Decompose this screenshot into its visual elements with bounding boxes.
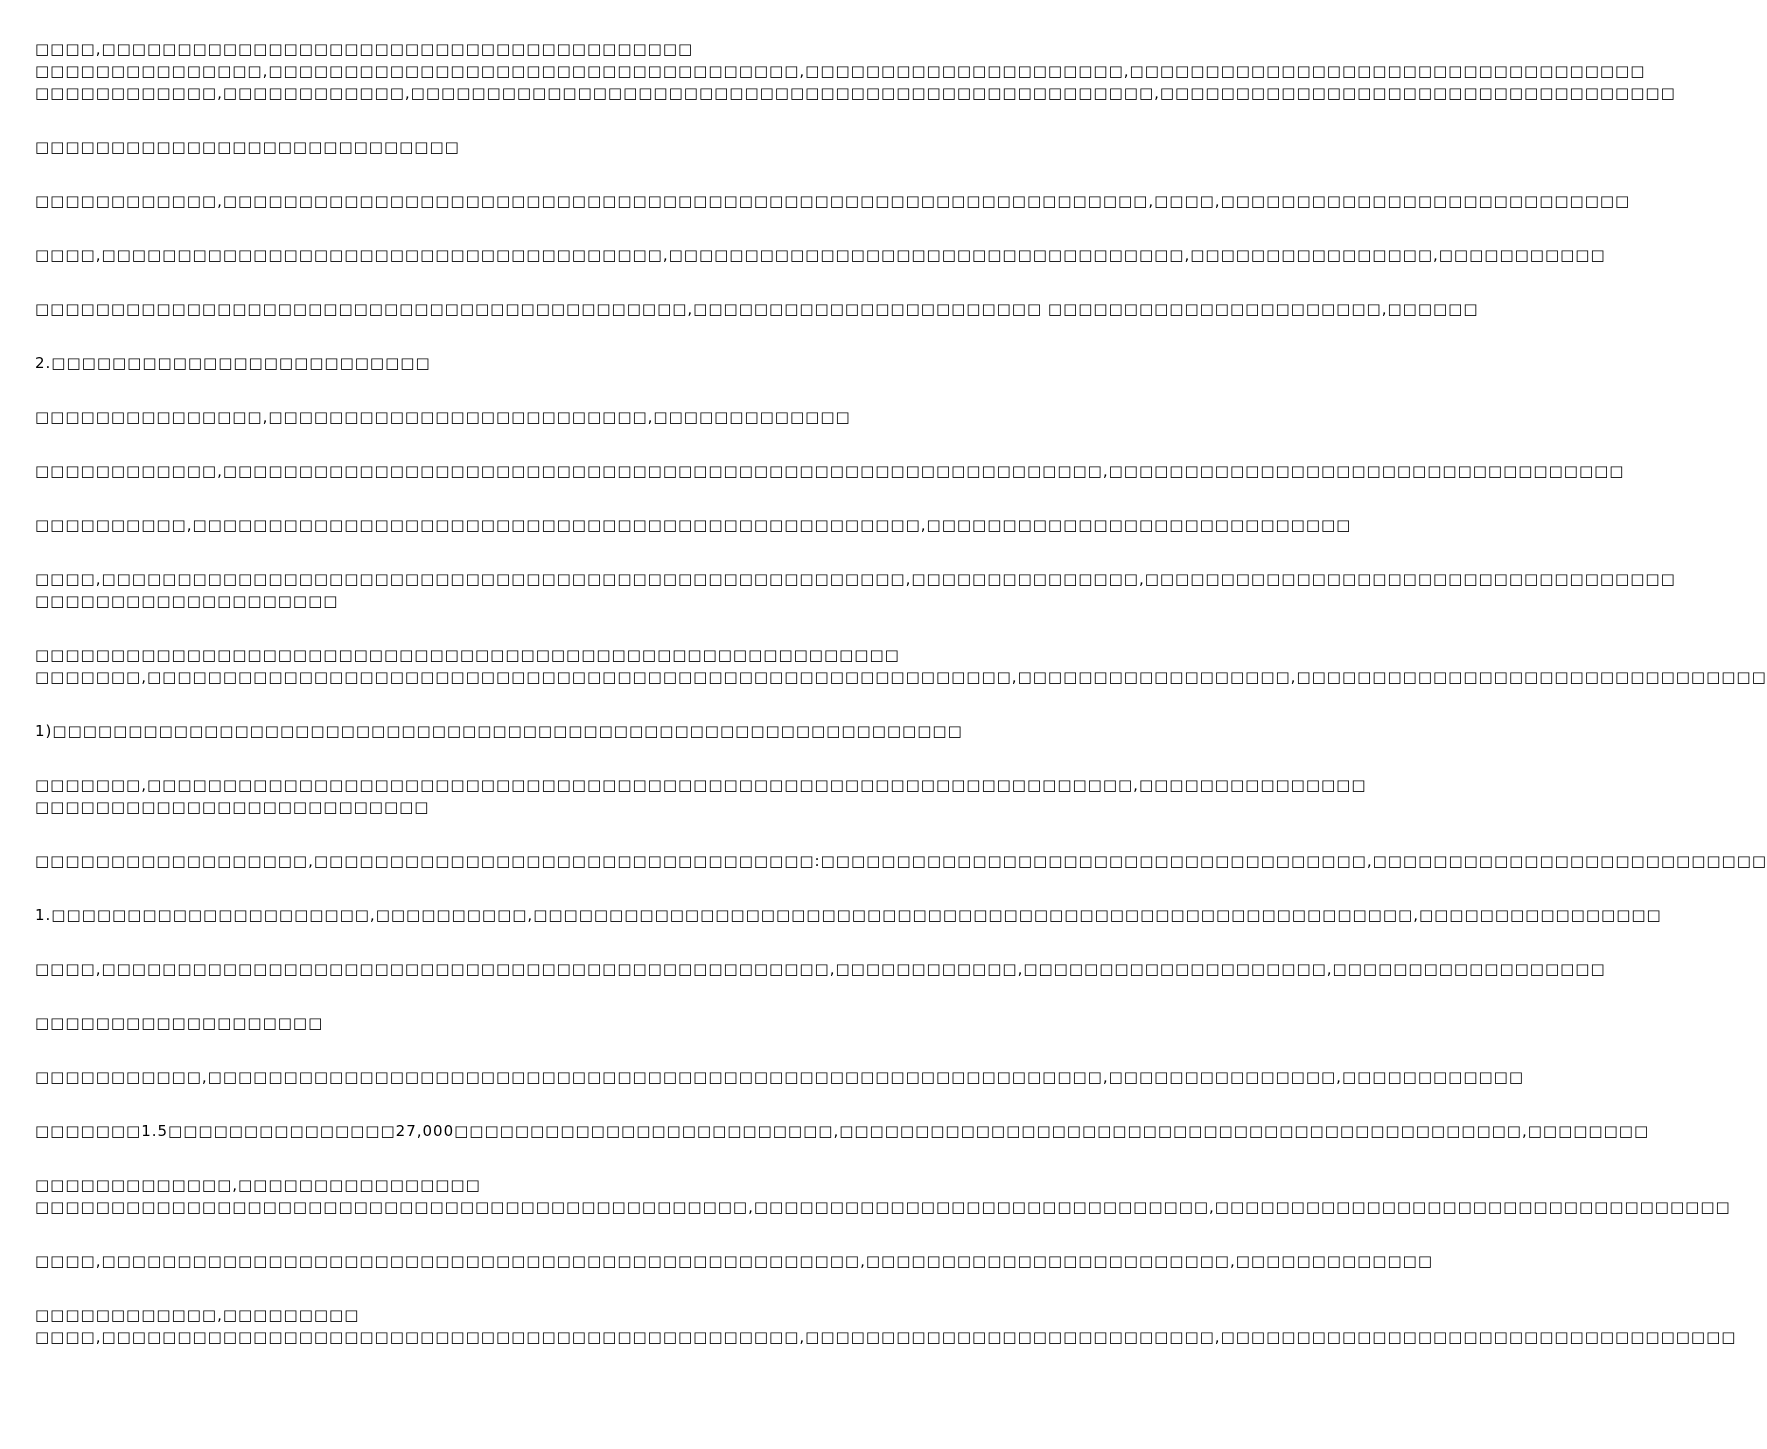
text-line: □□□□□□□□□□□,□□□□□□□□□□□□□□□□□□□□□□□□□□□□□□□□□□□□□□□□□□□□□□□□□□□□□□□□□□□,□□□□□□□□□□□□□□□,□□□□□□□□□□□□	[35, 1068, 1525, 1086]
text-line: □□□□□□□□□□□□,□□□□□□□□□□□□□□□□□□□□□□□□□□□□□□□□□□□□□□□□□□□□□□□□□□□□□□□□□□□□□,□□□□,□□□□□□□□□□□□□□□□□□□□□□□□□□□	[35, 192, 1631, 210]
paragraph	[35, 774, 1367, 818]
paragraph	[35, 1250, 1433, 1272]
text-line: □□□□,□□□□□□□□□□□□□□□□□□□□□□□□□□□□□□□□□□□□□□□□□□□□□□,□□□□□□□□□□□□□□□□□□□□□□□□□□□,□□□□□□□□□□□□□□□□□□□□□□□□□□□□□□□□□□	[35, 1328, 1737, 1346]
paragraph	[35, 298, 1479, 320]
text-line: □□□□□□□□□□□□□□□□□□□□□□□□□□□□□□□□□□□□□□□□□□□□□□□□□□□□□□□□□	[35, 646, 900, 664]
paragraph	[35, 244, 1606, 266]
paragraph	[35, 1304, 1737, 1348]
paragraph	[35, 1066, 1525, 1088]
paragraph	[35, 38, 1676, 104]
paragraph	[35, 568, 1676, 612]
text-line: □□□□□□□□□□□□□□□□□□□□□□□□□□	[35, 798, 430, 816]
text-line: □□□□,□□□□□□□□□□□□□□□□□□□□□□□□□□□□□□□□□□□□□□□□□□□□□□□□,□□□□□□□□□□□□,□□□□□□□□□□□□□□□□□□□□,□□□□□□□□□□□□□□□□□□	[35, 960, 1606, 978]
section-heading	[35, 1012, 989, 1034]
text-line: □□□□□□□□□□□□□□□□□□□□□□□□□□□□	[35, 138, 460, 156]
text-line: □□□□□□□□□□□□□□□□□□,□□□□□□□□□□□□□□□□□□□□□□□□□□□□□□□□□:□□□□□□□□□□□□□□□□□□□□□□□□□□□□□□□□□□□□,□□□□□□□□□□□□□□□□□□□□□□□□□□	[35, 852, 1767, 870]
section-heading	[35, 352, 989, 374]
paragraph	[35, 904, 1662, 926]
paragraph	[35, 1174, 1731, 1218]
paragraph	[35, 136, 989, 158]
paragraph	[35, 460, 1625, 482]
text-line: 1.□□□□□□□□□□□□□□□□□□□□□,□□□□□□□□□□,□□□□□□□□□□□□□□□□□□□□□□□□□□□□□□□□□□□□□□□□□□□□□□□□□□□□□□□□□□,□□□□□□□□□□□□□□□□	[35, 906, 1662, 924]
text-line: □□□□,□□□□□□□□□□□□□□□□□□□□□□□□□□□□□□□□□□□□□□□□□□□□□□□□□□□□□,□□□□□□□□□□□□□□□,□□□□□□□□□□□□□□□□□□□□□□□□□□□□□□□□□□□	[35, 570, 1676, 588]
text-line: □□□□□□□1.5□□□□□□□□□□□□□□□27,000□□□□□□□□□□□□□□□□□□□□□□□□□,□□□□□□□□□□□□□□□□□□□□□□□□□□□□□□□□□□□□□□□□□□□□□,□□□□□□□□	[35, 1122, 1650, 1140]
paragraph	[35, 1120, 1650, 1142]
text-line: 2.□□□□□□□□□□□□□□□□□□□□□□□□□	[35, 354, 431, 372]
text-line: □□□□□□□□□□□□□,□□□□□□□□□□□□□□□□	[35, 1176, 481, 1194]
paragraph	[35, 958, 1606, 980]
text-line: □□□□,□□□□□□□□□□□□□□□□□□□□□□□□□□□□□□□□□□□□□□□□□□□□□□□□□□,□□□□□□□□□□□□□□□□□□□□□□□□,□□□□□□□□□□□□□	[35, 1252, 1433, 1270]
paragraph	[35, 850, 1767, 872]
text-line: □□□□□□□□□□□□,□□□□□□□□□□□□□□□□□□□□□□□□□□□□□□□□□□□□□□□□□□□□□□□□□□□□□□□□□□,□□□□□□□□□□□□□□□□□□□□□□□□□□□□□□□□□□	[35, 462, 1625, 480]
text-line: □□□□□□□,□□□□□□□□□□□□□□□□□□□□□□□□□□□□□□□□□□□□□□□□□□□□□□□□□□□□□□□□□,□□□□□□□□□□□□□□□□□□,□□□□□□□□□□□□□□□□□□□□□□□□□□□□□□□	[35, 668, 1767, 686]
text-line: □□□□,□□□□□□□□□□□□□□□□□□□□□□□□□□□□□□□□□□□□□□□	[35, 40, 694, 58]
text-line: □□□□□□□□□□□□□□□□□□□	[35, 1014, 324, 1032]
text-line: □□□□□□□□□□□□□□□□□□□□□□□□□□□□□□□□□□□□□□□□□□□,□□□□□□□□□□□□□□□□□□□□□□□ □□□□□□□□□□□□□□□□□□□□□□,□□□□□□	[35, 300, 1479, 318]
section-heading	[35, 720, 989, 742]
text-line: □□□□□□□□□□,□□□□□□□□□□□□□□□□□□□□□□□□□□□□□□□□□□□□□□□□□□□□□□□□,□□□□□□□□□□□□□□□□□□□□□□□□□□□□	[35, 516, 1352, 534]
paragraph	[35, 514, 1352, 536]
text-line: 1)□□□□□□□□□□□□□□□□□□□□□□□□□□□□□□□□□□□□□□□□□□□□□□□□□□□□□□□□□□□□	[35, 722, 963, 740]
text-line: □□□□□□□□□□□□□□□□□□□□	[35, 592, 339, 610]
text-line: □□□□□□□□□□□□□□□□□□□□□□□□□□□□□□□□□□□□□□□□□□□□□□□,□□□□□□□□□□□□□□□□□□□□□□□□□□□□□□,□□□□□□□□□□□□□□□□□□□□□□□□□□□□□□□□□□	[35, 1198, 1731, 1216]
document-page	[35, 38, 1767, 1348]
paragraph	[35, 406, 989, 428]
text-line: □□□□□□□,□□□□□□□□□□□□□□□□□□□□□□□□□□□□□□□□□□□□□□□□□□□□□□□□□□□□□□□□□□□□□□□□□,□□□□□□□□□□□□□□□	[35, 776, 1367, 794]
text-line: □□□□□□□□□□□□□□□,□□□□□□□□□□□□□□□□□□□□□□□□□,□□□□□□□□□□□□□	[35, 408, 851, 426]
paragraph	[35, 190, 1631, 212]
text-line: □□□□,□□□□□□□□□□□□□□□□□□□□□□□□□□□□□□□□□□□□□,□□□□□□□□□□□□□□□□□□□□□□□□□□□□□□□□□□,□□□□□□□□□□□□□□□□,□□□□□□□□□□□	[35, 246, 1606, 264]
text-line: □□□□□□□□□□□□,□□□□□□□□□□□□,□□□□□□□□□□□□□□□□□□□□□□□□□□□□□□□□□□□□□□□□□□□□□□□□□,□□□□□□□□□□□□□□□□□□□□□□□□□□□□□□□□□□	[35, 84, 1676, 102]
text-line: □□□□□□□□□□□□,□□□□□□□□□	[35, 1306, 360, 1324]
paragraph	[35, 644, 1767, 688]
text-line: □□□□□□□□□□□□□□□,□□□□□□□□□□□□□□□□□□□□□□□□□□□□□□□□□□□,□□□□□□□□□□□□□□□□□□□□□,□□□□□□□□□□□□□□□□□□□□□□□□□□□□□□□□□□	[35, 62, 1646, 80]
